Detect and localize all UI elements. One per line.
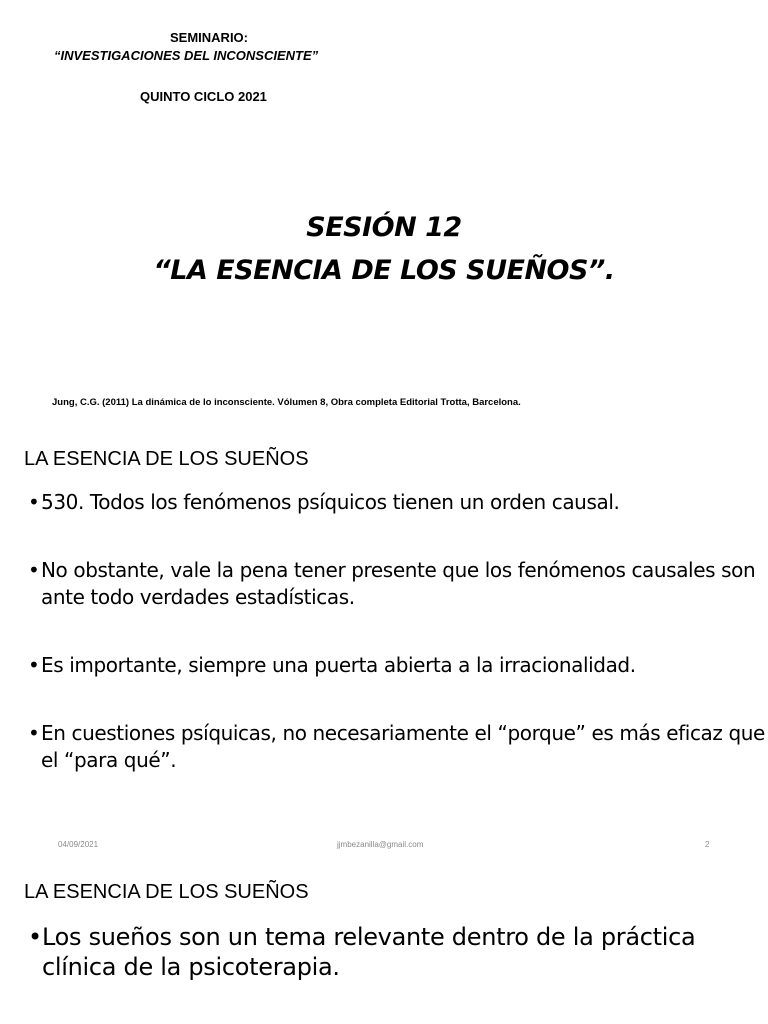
list-item bbox=[28, 489, 768, 516]
bullet-text: No obstante, vale la pena tener presente que los fenómenos causales son ante todo verdades estadísticas. bbox=[41, 558, 756, 609]
section-heading: LA ESENCIA DE LOS SUEÑOS bbox=[24, 881, 309, 903]
footer-page-number: 2 bbox=[705, 840, 710, 849]
bullet-icon: • bbox=[28, 721, 40, 745]
bullet-text: 530. Todos los fenómenos psíquicos tienen un orden causal. bbox=[41, 490, 620, 514]
session-title: SESIÓN 12 bbox=[306, 212, 462, 243]
bullet-text: Es importante, siempre una puerta abierta a la irracionalidad. bbox=[41, 653, 636, 677]
bullet-icon: • bbox=[28, 653, 40, 677]
footer-date: 04/09/2021 bbox=[58, 840, 99, 849]
bullet-icon: • bbox=[28, 923, 42, 951]
bullet-icon: • bbox=[28, 558, 40, 582]
session-subtitle: “LA ESENCIA DE LOS SUEÑOS”. bbox=[153, 255, 615, 286]
section-heading: LA ESENCIA DE LOS SUEÑOS bbox=[24, 448, 309, 470]
list-item bbox=[28, 557, 768, 611]
list-item bbox=[28, 720, 768, 774]
bibliographic-reference: Jung, C.G. (2011) La dinámica de lo inconsciente. Vólumen 8, Obra completa Editorial Trotta, Barcelona. bbox=[52, 397, 521, 408]
cycle-label: QUINTO CICLO 2021 bbox=[140, 89, 267, 104]
bullet-text: En cuestiones psíquicas, no necesariamente el “porque” es más eficaz que el “para qué”. bbox=[41, 721, 765, 772]
bullet-icon: • bbox=[28, 490, 40, 514]
footer-email: jjmbezanilla@gmail.com bbox=[337, 840, 424, 849]
list-item bbox=[28, 922, 768, 982]
seminar-name: “INVESTIGACIONES DEL INCONSCIENTE” bbox=[54, 48, 319, 63]
seminar-label: SEMINARIO: bbox=[170, 30, 248, 45]
bullet-text: Los sueños son un tema relevante dentro de la práctica clínica de la psicoterapia. bbox=[42, 923, 696, 981]
list-item bbox=[28, 652, 768, 679]
